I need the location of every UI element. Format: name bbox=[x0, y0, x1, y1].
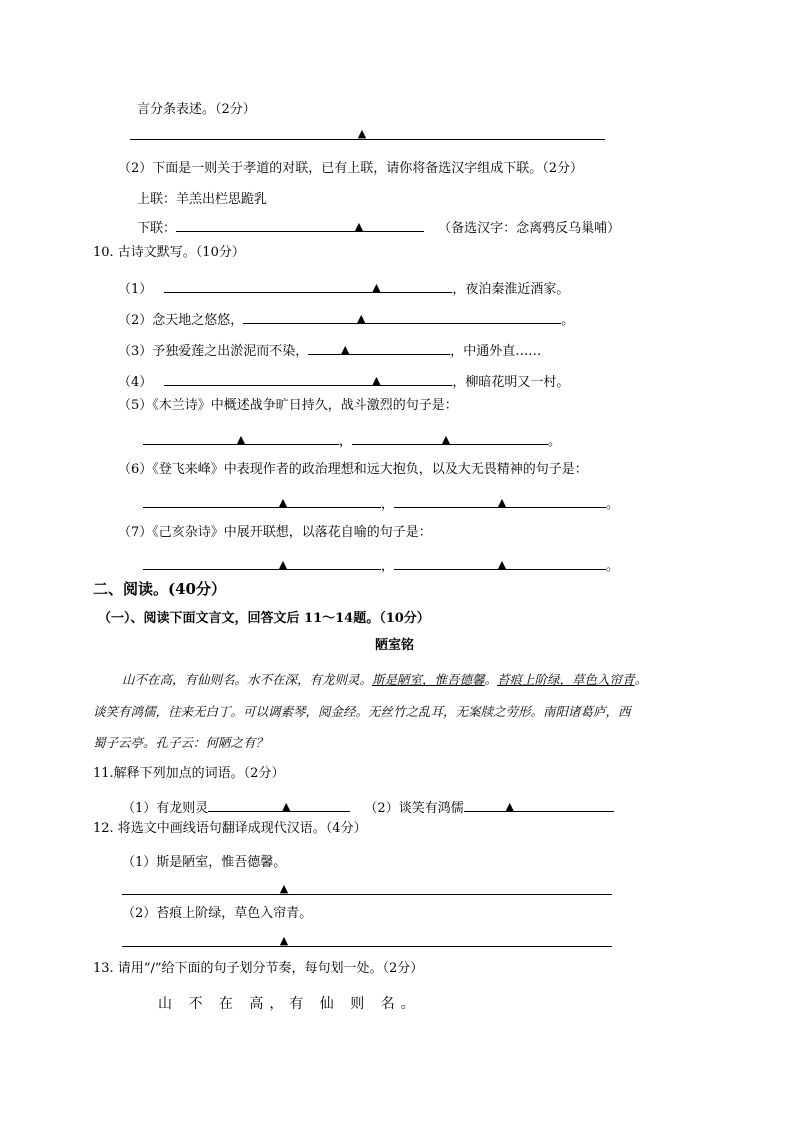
q9-continuation: 言分条表述。（2分） bbox=[137, 102, 256, 117]
comma: ， bbox=[381, 497, 395, 512]
answer-marker: ▲ bbox=[357, 312, 366, 325]
answer-marker: ▲ bbox=[278, 558, 288, 571]
essay-line-3: 蜀子云亭。孔子云：何陋之有？ bbox=[93, 735, 269, 750]
q10-item-2 bbox=[118, 309, 574, 330]
answer-marker: ▲ bbox=[505, 800, 514, 813]
q10-item-2-end: 。 bbox=[561, 313, 575, 328]
section-2-title: 二、阅读。(40分） bbox=[93, 580, 226, 598]
essay-text: 。 bbox=[484, 672, 498, 687]
comma: ， bbox=[339, 434, 353, 449]
q10-title: 10. 古诗文默写。（10分） bbox=[93, 245, 245, 260]
answer-marker: ▲ bbox=[236, 433, 246, 446]
q10-item-6-answer bbox=[143, 493, 619, 514]
answer-line-q12-1[interactable] bbox=[122, 894, 612, 895]
answer-blank-q10-4[interactable] bbox=[164, 371, 452, 386]
q11-item-2: （2）谈笑有鸿儒 bbox=[364, 801, 464, 816]
answer-blank-q9-lower[interactable] bbox=[176, 217, 424, 232]
answer-marker: ▲ bbox=[279, 882, 289, 895]
essay-underlined-sentence-1: 斯是陋室，惟吾德馨 bbox=[372, 672, 485, 687]
period: 。 bbox=[606, 497, 620, 512]
answer-marker: ▲ bbox=[441, 433, 451, 446]
answer-marker: ▲ bbox=[372, 374, 381, 387]
q9-part2-prompt: （2）下面是一则关于孝道的对联，已有上联，请你将备选汉字组成下联。（2分） bbox=[118, 161, 584, 176]
q9-candidate-note: （备选汉字：念离鸦反乌巢哺） bbox=[438, 221, 621, 236]
essay-title: 陋室铭 bbox=[375, 638, 415, 653]
answer-marker: ▲ bbox=[279, 934, 289, 947]
answer-blank-q10-1[interactable] bbox=[164, 278, 452, 293]
q10-item-2-text: （2）念天地之悠悠， bbox=[118, 313, 244, 328]
q13-title: 13. 请用“/”给下面的句子划分节奏，每句划一处。（2分） bbox=[93, 961, 424, 976]
answer-line-q12-2[interactable] bbox=[122, 946, 612, 947]
q10-item-5-answer bbox=[143, 430, 561, 451]
q13-sentence[interactable]: 山 不 在 高，有 仙 则 名。 bbox=[158, 996, 421, 1012]
answer-marker: ▲ bbox=[282, 800, 291, 813]
q10-item-7: （7）《己亥杂诗》中展开联想，以落花自喻的句子是： bbox=[118, 525, 432, 540]
answer-blank-q10-7b[interactable] bbox=[394, 555, 606, 570]
q9-lower-couplet bbox=[137, 217, 620, 238]
answer-marker: ▲ bbox=[341, 343, 350, 356]
q11-item-1: （1）有龙则灵 bbox=[122, 801, 209, 816]
period: 。 bbox=[606, 559, 620, 574]
answer-marker: ▲ bbox=[354, 220, 364, 233]
q10-item-6: （6）《登飞来峰》中表现作者的政治理想和远大抱负，以及大无畏精神的句子是： bbox=[118, 462, 588, 477]
answer-blank-q10-2[interactable] bbox=[243, 309, 561, 324]
answer-blank-q10-6a[interactable] bbox=[143, 493, 381, 508]
section-2-subtitle: （一）、阅读下面文言文，回答文后 11～14题。（10分） bbox=[98, 611, 430, 626]
answer-marker: ▲ bbox=[278, 496, 288, 509]
q10-item-1-text: ，夜泊秦淮近酒家。 bbox=[452, 282, 570, 297]
answer-marker: ▲ bbox=[497, 496, 507, 509]
q10-item-3-end: ，中通外直…… bbox=[450, 344, 542, 359]
q10-item-4-label: （4） bbox=[118, 375, 153, 390]
essay-text: 。 bbox=[634, 672, 648, 687]
answer-blank-q10-7a[interactable] bbox=[143, 555, 381, 570]
q12-item-2: （2）苔痕上阶绿，草色入帘青。 bbox=[122, 906, 313, 921]
q10-item-5: （5）《木兰诗》中概述战争旷日持久，战斗激烈的句子是： bbox=[118, 398, 458, 413]
q11-title: 11.解释下列加点的词语。（2分） bbox=[93, 766, 285, 781]
answer-marker: ▲ bbox=[372, 281, 381, 294]
answer-blank-q10-5b[interactable] bbox=[352, 430, 548, 445]
answer-blank-q11-2[interactable] bbox=[464, 797, 614, 812]
answer-blank-q10-5a[interactable] bbox=[143, 430, 339, 445]
essay-underlined-sentence-2: 苔痕上阶绿，草色入帘青 bbox=[497, 672, 635, 687]
q10-item-3 bbox=[118, 340, 541, 361]
essay-text: 山不在高，有仙则名。水不在深，有龙则灵。 bbox=[122, 672, 373, 687]
essay-line-2: 谈笑有鸿儒，往来无白丁。可以调素琴，阅金经。无丝竹之乱耳，无案牍之劳形。南阳诸葛庐，西 bbox=[93, 704, 631, 719]
essay-line-1 bbox=[122, 671, 647, 689]
q12-item-1: （1）斯是陋室，惟吾德馨。 bbox=[122, 855, 287, 870]
answer-blank-q11-1[interactable] bbox=[208, 797, 350, 812]
q9-upper-couplet: 上联：羊羔出栏思跪乳 bbox=[137, 192, 268, 207]
q12-title: 12. 将选文中画线语句翻译成现代汉语。（4分） bbox=[93, 821, 367, 836]
answer-blank-q10-6b[interactable] bbox=[394, 493, 606, 508]
answer-line-q9-1[interactable] bbox=[130, 139, 605, 140]
q10-item-3-text: （3）予独爱莲之出淤泥而不染， bbox=[118, 344, 309, 359]
q11-answers bbox=[122, 797, 614, 818]
q9-lower-label: 下联： bbox=[137, 221, 177, 236]
answer-blank-q10-3[interactable] bbox=[308, 340, 450, 355]
comma: ， bbox=[381, 559, 395, 574]
answer-marker: ▲ bbox=[497, 558, 507, 571]
q10-item-4 bbox=[118, 371, 569, 392]
period: 。 bbox=[548, 434, 562, 449]
q10-item-4-text: ，柳暗花明又一村。 bbox=[452, 375, 570, 390]
q10-item-7-answer bbox=[143, 555, 619, 576]
q10-item-1 bbox=[118, 278, 569, 299]
answer-marker: ▲ bbox=[357, 127, 367, 140]
q10-item-1-label: （1） bbox=[118, 282, 153, 297]
